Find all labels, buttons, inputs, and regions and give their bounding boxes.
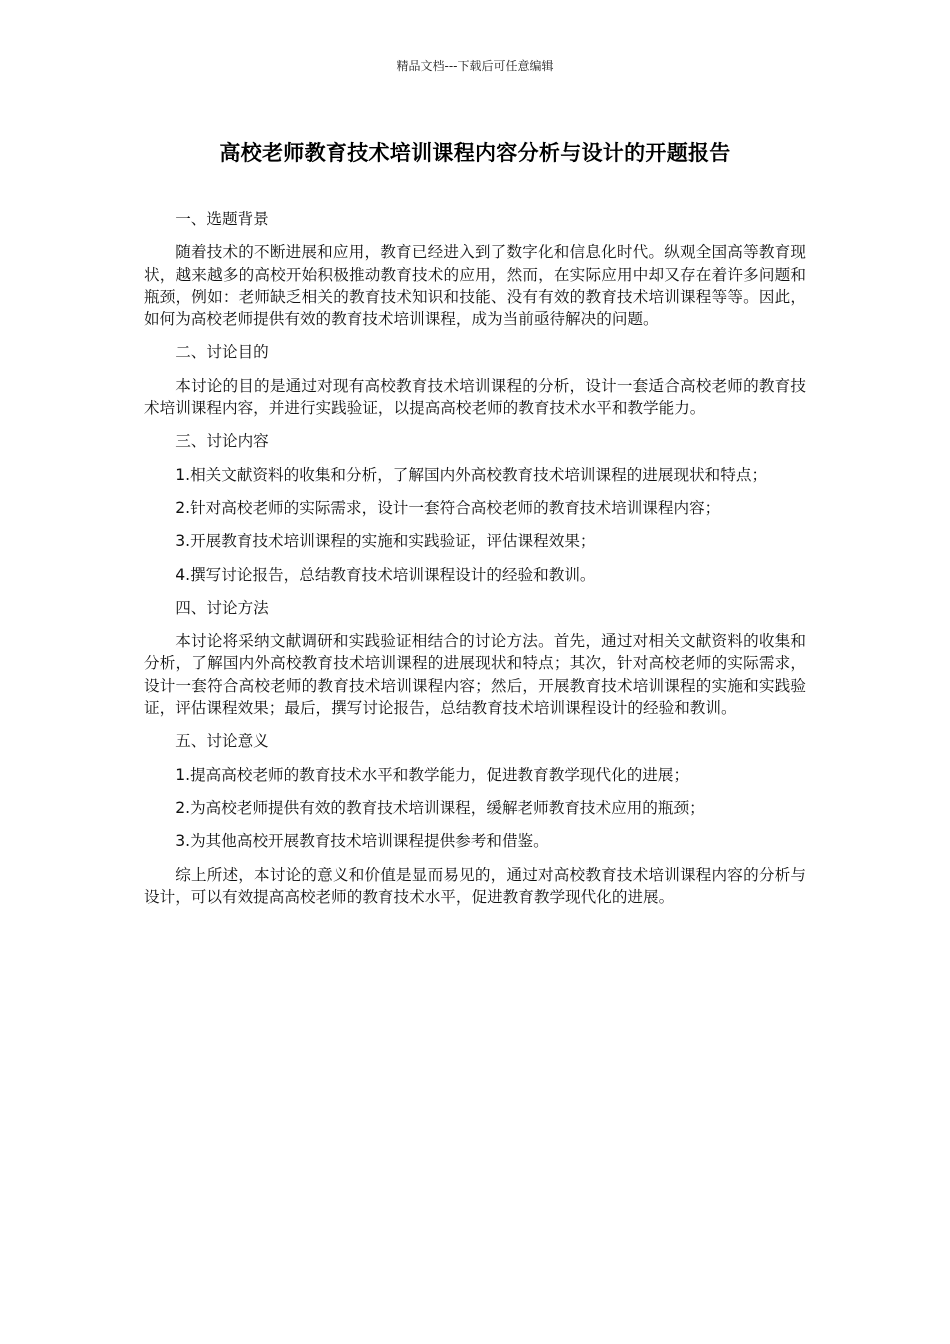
content-item: 1.相关文献资料的收集和分析，了解国内外高校教育技术培训课程的进展现状和特点； (175, 465, 768, 484)
content-item: 4.撰写讨论报告，总结教育技术培训课程设计的经验和教训。 (175, 565, 596, 584)
header-note: 精品文档---下载后可任意编辑 (396, 59, 554, 73)
section-heading-significance: 五、讨论意义 (175, 732, 269, 751)
document-body (144, 208, 806, 919)
conclusion-paragraph: 综上所述，本讨论的意义和价值是显而易见的，通过对高校教育技术培训课程内容的分析与设计，可以有效提高高校老师的教育技术水平，促进教育教学现代化的进展。 (144, 865, 806, 906)
section-heading-method: 四、讨论方法 (175, 598, 269, 617)
content-item: 2.针对高校老师的实际需求，设计一套符合高校老师的教育技术培训课程内容； (175, 498, 721, 517)
method-paragraph: 本讨论将采纳文献调研和实践验证相结合的讨论方法。首先，通过对相关文献资料的收集和分析，了解国内外高校教育技术培训课程的进展现状和特点；其次，针对高校老师的实际需求，设计一套符合高校老师的教育技术培训课程内容；然后，开展教育技术培训课程的实施和实践验证，评估课程效果；最后，撰写讨论报告，总结教育技术培训课程设计的经验和教训。 (144, 632, 806, 718)
section-heading-background: 一、选题背景 (175, 210, 269, 228)
significance-item: 1.提高高校老师的教育技术水平和教学能力，促进教育教学现代化的进展； (175, 765, 690, 784)
significance-item: 3.为其他高校开展教育技术培训课程提供参考和借鉴。 (175, 832, 549, 851)
significance-item: 2.为高校老师提供有效的教育技术培训课程，缓解老师教育技术应用的瓶颈； (175, 798, 705, 817)
content-item: 3.开展教育技术培训课程的实施和实践验证，评估课程效果； (175, 532, 596, 551)
background-paragraph: 随着技术的不断进展和应用，教育已经进入到了数字化和信息化时代。纵观全国高等教育现状，越来越多的高校开始积极推动教育技术的应用，然而，在实际应用中却又存在着许多问题和瓶颈，例如：老师缺乏相关的教育技术知识和技能、没有有效的教育技术培训课程等等。因此，如何为高校老师提供有效的教育技术培训课程，成为当前亟待解决的问题。 (144, 243, 806, 329)
purpose-paragraph: 本讨论的目的是通过对现有高校教育技术培训课程的分析，设计一套适合高校老师的教育技术培训课程内容，并进行实践验证，以提高高校老师的教育技术水平和教学能力。 (144, 376, 806, 418)
section-heading-content: 三、讨论内容 (175, 432, 269, 451)
section-heading-purpose: 二、讨论目的 (175, 343, 269, 362)
document-title: 高校老师教育技术培训课程内容分析与设计的开题报告 (219, 141, 731, 165)
